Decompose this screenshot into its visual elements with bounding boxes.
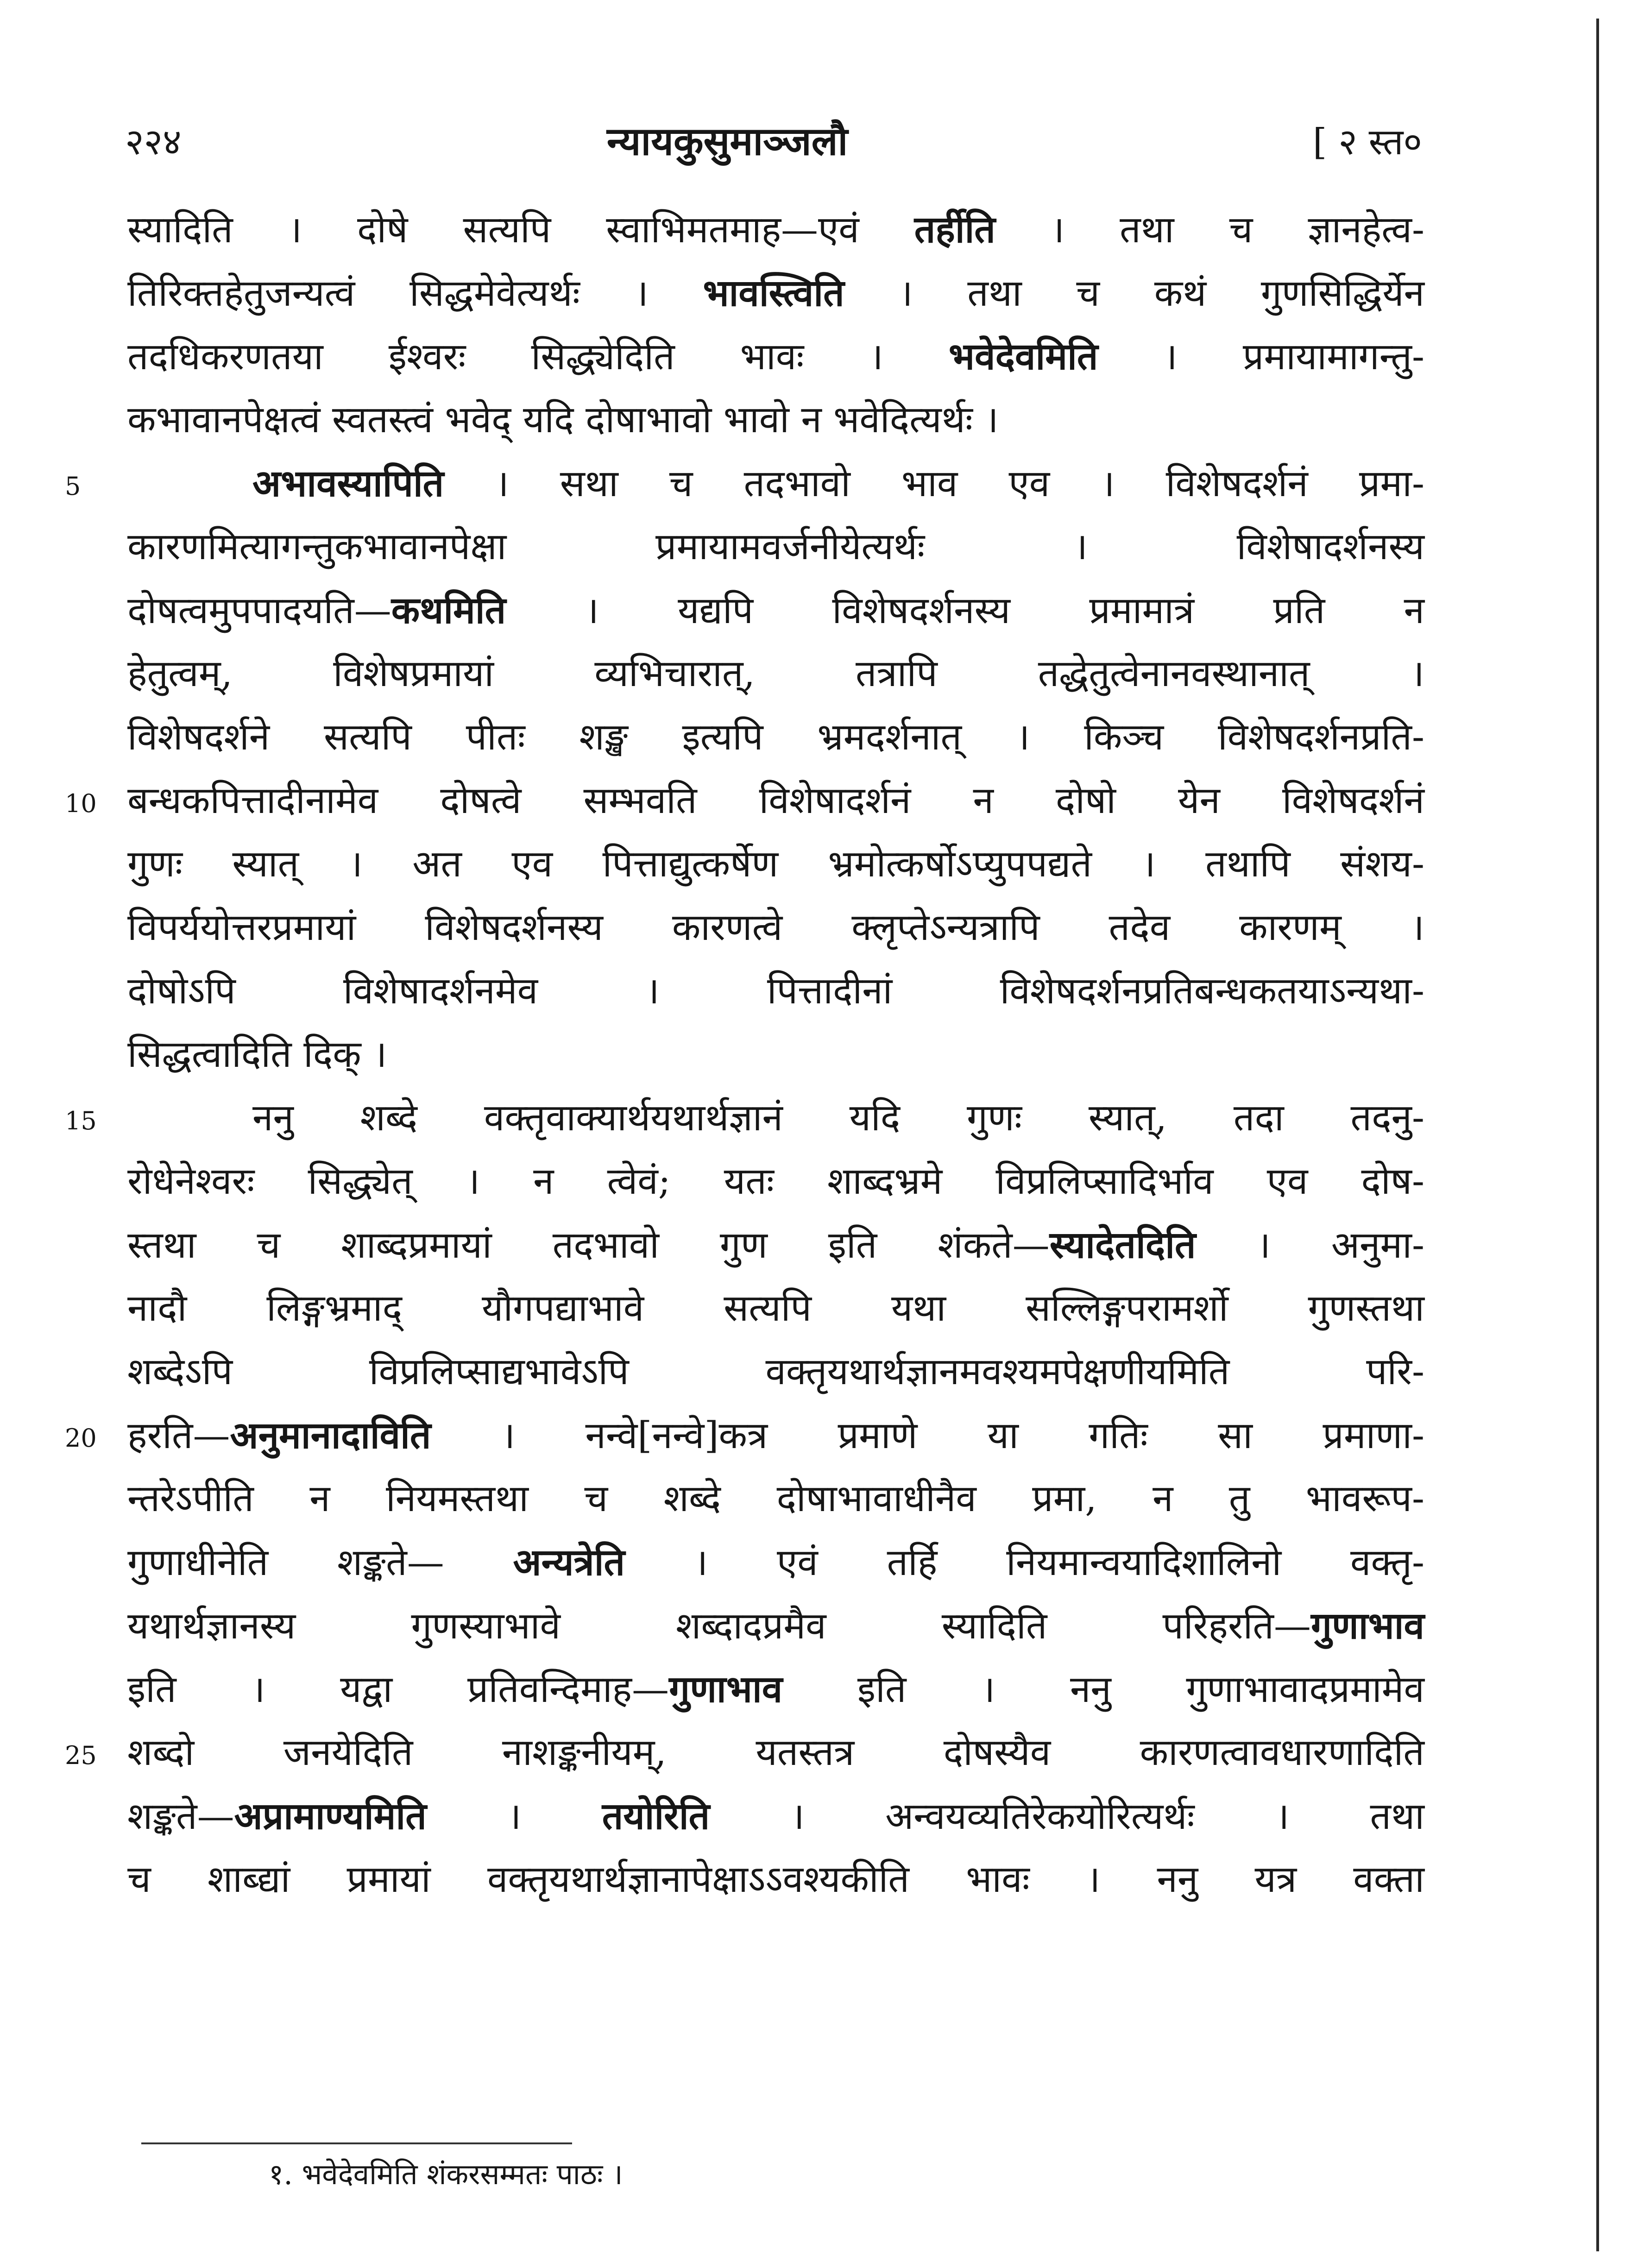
line-number: 10 bbox=[65, 789, 97, 818]
text-line bbox=[127, 1532, 1424, 1592]
text-segment: नादौ लिङ्गभ्रमाद् यौगपद्याभावे सत्यपि यथा सल्लिङ्गपरामर्शो गुणस्तथा bbox=[127, 1286, 1424, 1329]
pratika-lemma: गुणाभाव bbox=[1310, 1604, 1424, 1647]
pratika-lemma: अप्रामाण्यमिति bbox=[234, 1794, 427, 1838]
text-line bbox=[127, 1722, 1424, 1783]
text-segment: हरति— bbox=[127, 1414, 230, 1457]
text-segment: दोषोऽपि विशेषादर्शनमेव । पित्तादीनां विशेषदर्शनप्रतिबन्धकतयाऽन्यथा- bbox=[127, 969, 1424, 1012]
pratika-lemma: स्यादेतदिति bbox=[1049, 1223, 1196, 1266]
text-segment: गुणः स्यात् । अत एव पित्ताद्युत्कर्षेण भ्रमोत्कर्षोऽप्युपपद्यते । तथापि संशय- bbox=[127, 842, 1424, 885]
text-line bbox=[127, 390, 1424, 450]
text-segment: स्तथा च शाब्दप्रमायां तदभावो गुण इति शंकते— bbox=[127, 1223, 1050, 1266]
text-segment: गुणाधीनेति शङ्कते— bbox=[127, 1541, 513, 1584]
page-header bbox=[125, 116, 1422, 176]
text-line bbox=[127, 1024, 1424, 1084]
text-line bbox=[127, 1659, 1424, 1719]
text-segment: विपर्ययोत्तरप्रमायां विशेषदर्शनस्य कारणत्वे क्लृप्तेऽन्यत्रापि तदेव कारणम् । bbox=[127, 906, 1424, 949]
text-segment: न्तरेऽपीति न नियमस्तथा च शब्दे दोषाभावाधीनैव प्रमा, न तु भावरूप- bbox=[127, 1477, 1424, 1520]
text-segment: । तथा च कथं गुणसिद्धिर्येन bbox=[844, 271, 1425, 315]
line-number: 20 bbox=[65, 1424, 97, 1453]
text-segment: इति । ननु गुणाभावादप्रमामेव bbox=[782, 1668, 1425, 1711]
section-label: [ २ स्त० bbox=[1313, 121, 1422, 163]
text-segment: । तथा च ज्ञानहेत्व- bbox=[995, 208, 1424, 251]
text-line bbox=[127, 1278, 1424, 1338]
text-line bbox=[127, 453, 1424, 513]
text-line bbox=[127, 1405, 1424, 1465]
text-segment: सिद्धत्वादिति दिक् । bbox=[127, 1033, 387, 1076]
text-line bbox=[127, 1468, 1424, 1529]
text-segment: शङ्कते— bbox=[127, 1795, 234, 1838]
line-number: 25 bbox=[65, 1741, 97, 1770]
text-line bbox=[127, 1595, 1424, 1656]
text-segment: तदधिकरणतया ईश्वरः सिद्ध्येदिति भावः । bbox=[127, 335, 949, 378]
pratika-lemma: अभावस्यापिति bbox=[252, 461, 444, 505]
text-segment: यथार्थज्ञानस्य गुणस्याभावे शब्दादप्रमैव स्यादिति परिहरति— bbox=[127, 1604, 1311, 1647]
running-title: न्यायकुसुमाञ्जलौ bbox=[607, 118, 848, 164]
text-segment: रोधेनेश्वरः सिद्ध्येत् । न त्वेवं; यतः शाब्दभ्रमे विप्रलिप्सादिर्भाव एव दोष- bbox=[127, 1159, 1424, 1203]
text-segment: शब्देऽपि विप्रलिप्साद्यभावेऽपि वक्तृयथार्थज्ञानमवश्यमपेक्षणीयमिति परि- bbox=[127, 1350, 1424, 1393]
text-line bbox=[127, 1786, 1424, 1846]
text-line bbox=[127, 897, 1424, 958]
text-line bbox=[127, 961, 1424, 1021]
text-segment: । नन्वे[नन्वे]कत्र प्रमाणे या गतिः सा प्रमाणा- bbox=[431, 1414, 1424, 1457]
text-line bbox=[127, 1215, 1424, 1275]
text-segment: । bbox=[426, 1795, 602, 1838]
text-segment: इति । यद्वा प्रतिवन्दिमाह— bbox=[127, 1668, 669, 1711]
text-segment: बन्धकपित्तादीनामेव दोषत्वे सम्भवति विशेषादर्शनं न दोषो येन विशेषदर्शनं bbox=[127, 779, 1424, 822]
page-edge-rule bbox=[1596, 19, 1599, 2251]
text-segment: । अन्वयव्यतिरेकयोरित्यर्थः । तथा bbox=[710, 1795, 1424, 1838]
text-segment: हेतुत्वम्, विशेषप्रमायां व्यभिचारात्, तत्रापि तद्धेतुत्वेनानवस्थानात् । bbox=[127, 652, 1424, 695]
text-segment: तिरिक्तहेतुजन्यत्वं सिद्धमेवेत्यर्थः । bbox=[127, 271, 703, 315]
text-segment: । एवं तर्हि नियमान्वयादिशालिनो वक्तृ- bbox=[625, 1541, 1424, 1584]
line-number: 15 bbox=[65, 1106, 97, 1135]
text-segment: ननु शब्दे वक्तृवाक्यार्थयथार्थज्ञानं यदि गुणः स्यात्, तदा तदनु- bbox=[252, 1096, 1424, 1139]
footnote: १. भवेदेवमिति शंकरसम्मतः पाठः । bbox=[269, 2157, 623, 2191]
text-segment: विशेषदर्शने सत्यपि पीतः शङ्ख इत्यपि भ्रमदर्शनात् । किञ्च विशेषदर्शनप्रति- bbox=[127, 715, 1424, 758]
text-line bbox=[127, 517, 1424, 577]
text-segment: । यद्यपि विशेषदर्शनस्य प्रमामात्रं प्रति न bbox=[506, 589, 1424, 632]
text-segment: दोषत्वमुपपादयति— bbox=[127, 589, 391, 632]
text-segment: कभावानपेक्षत्वं स्वतस्त्वं भवेद् यदि दोषाभावो भावो न भवेदित्यर्थः । bbox=[127, 398, 999, 441]
text-line bbox=[127, 770, 1424, 831]
text-line bbox=[127, 707, 1424, 767]
text-segment: शब्दो जनयेदिति नाशङ्कनीयम्, यतस्तत्र दोषस्यैव कारणत्वावधारणादिति bbox=[127, 1731, 1424, 1774]
text-line bbox=[127, 263, 1424, 323]
pratika-lemma: भवेदेवमिति bbox=[948, 334, 1098, 378]
text-segment: च शाब्द्यां प्रमायां वक्तृयथार्थज्ञानापेक्षाऽऽवश्यकीति भावः । ननु यत्र वक्ता bbox=[127, 1858, 1424, 1901]
text-segment: स्यादिति । दोषे सत्यपि स्वाभिमतमाह—एवं bbox=[127, 208, 914, 251]
text-line bbox=[127, 1151, 1424, 1211]
text-line bbox=[127, 1849, 1424, 1909]
text-line bbox=[127, 199, 1424, 259]
text-line bbox=[127, 1342, 1424, 1402]
line-number: 5 bbox=[65, 472, 81, 501]
text-line bbox=[127, 1088, 1424, 1148]
text-line bbox=[127, 834, 1424, 894]
pratika-lemma: अनुमानादाविति bbox=[230, 1413, 431, 1457]
text-segment: कारणमित्यागन्तुकभावानपेक्षा प्रमायामवर्जनीयेत्यर्थः । विशेषादर्शनस्य bbox=[127, 525, 1424, 568]
pratika-lemma: तर्हीति bbox=[914, 208, 995, 251]
pratika-lemma: गुणाभाव bbox=[669, 1667, 783, 1711]
pratika-lemma: कथमिति bbox=[391, 588, 506, 632]
text-segment: । अनुमा- bbox=[1196, 1223, 1424, 1266]
pratika-lemma: भावस्त्विति bbox=[703, 271, 844, 315]
pratika-lemma: अन्यत्रेति bbox=[513, 1540, 625, 1584]
pratika-lemma: तयोरिति bbox=[602, 1794, 710, 1838]
text-line bbox=[127, 326, 1424, 386]
page-number: २२४ bbox=[125, 121, 182, 163]
text-segment: । प्रमायामागन्तु- bbox=[1098, 335, 1424, 378]
text-segment: । सथा च तदभावो भाव एव । विशेषदर्शनं प्रमा- bbox=[444, 462, 1424, 505]
text-line bbox=[127, 643, 1424, 704]
footnote-divider bbox=[141, 2142, 572, 2144]
text-line bbox=[127, 580, 1424, 640]
